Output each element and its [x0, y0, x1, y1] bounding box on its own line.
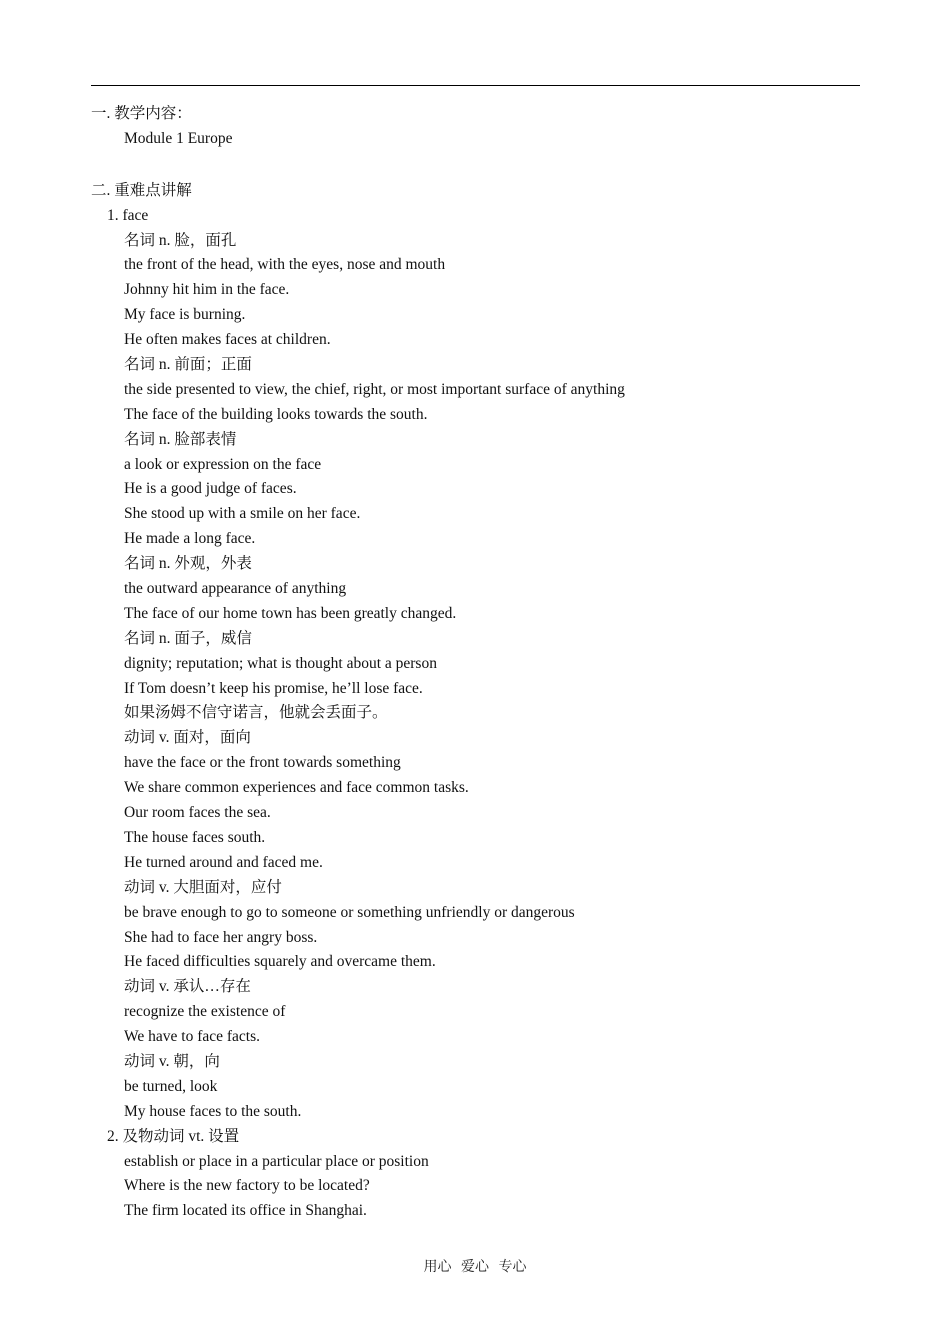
text-line: 动词 v. 承认…存在: [124, 978, 251, 996]
text-line: the outward appearance of anything: [124, 580, 347, 598]
item-face-lines: [0, 229, 950, 1125]
text-line: Johnny hit him in the face.: [124, 281, 290, 299]
page-footer: 用心 爱心 专心: [423, 1260, 527, 1275]
text-line: have the face or the front towards something: [124, 754, 401, 772]
text-line: 名词 n. 脸，面孔: [124, 231, 237, 249]
item-title-face: 1. face: [107, 206, 149, 224]
text-line: He made a long face.: [124, 530, 256, 548]
section-heading-teaching-content: 一. 教学内容：: [91, 105, 192, 122]
text-line: 动词 v. 朝，向: [124, 1052, 220, 1070]
text-line: She had to face her angry boss.: [124, 928, 318, 946]
text-line: He faced difficulties squarely and overcame them.: [124, 953, 436, 971]
text-line: The firm located its office in Shanghai.: [124, 1202, 367, 1220]
text-line: The house faces south.: [124, 828, 266, 846]
text-line: 如果汤姆不信守诺言，他就会丢面子。: [124, 704, 388, 722]
text-line: recognize the existence of: [124, 1003, 286, 1021]
text-line: 名词 n. 外观，外表: [124, 555, 252, 573]
text-line: We have to face facts.: [124, 1028, 261, 1046]
text-line: If Tom doesn’t keep his promise, he’ll lose face.: [124, 679, 423, 697]
text-line: dignity; reputation; what is thought about a person: [124, 654, 437, 672]
section-heading-key-points: 二. 重难点讲解: [91, 181, 192, 199]
text-line: 名词 n. 前面；正面: [124, 356, 252, 374]
text-line: a look or expression on the face: [124, 455, 322, 473]
item-title-locate: 2. 及物动词 vt. 设置: [107, 1127, 240, 1145]
text-line: My face is burning.: [124, 306, 246, 324]
text-line: He often makes faces at children.: [124, 331, 331, 349]
text-line: 名词 n. 面子，威信: [124, 629, 252, 647]
text-line: the side presented to view, the chief, right, or most important surface of anything: [124, 380, 625, 398]
text-line: Our room faces the sea.: [124, 804, 271, 822]
header-rule: [91, 85, 860, 86]
text-line: She stood up with a smile on her face.: [124, 505, 361, 523]
item-locate-lines: [0, 1150, 950, 1225]
text-line: be brave enough to go to someone or something unfriendly or dangerous: [124, 903, 575, 921]
text-line: 名词 n. 脸部表情: [124, 430, 237, 448]
text-line: We share common experiences and face common tasks.: [124, 779, 469, 797]
text-line: The face of the building looks towards the south.: [124, 405, 428, 423]
text-line: establish or place in a particular place or position: [124, 1152, 429, 1170]
document-body: [0, 102, 950, 1224]
text-line: He turned around and faced me.: [124, 853, 323, 871]
text-line: Where is the new factory to be located?: [124, 1177, 370, 1195]
text-line: 动词 v. 大胆面对，应付: [124, 878, 282, 896]
text-line: He is a good judge of faces.: [124, 480, 297, 498]
section-spacer: [0, 152, 950, 179]
text-line: the front of the head, with the eyes, nose and mouth: [124, 256, 446, 274]
module-title: Module 1 Europe: [124, 129, 233, 147]
text-line: be turned, look: [124, 1077, 218, 1095]
text-line: 动词 v. 面对，面向: [124, 729, 251, 747]
text-line: My house faces to the south.: [124, 1102, 302, 1120]
text-line: The face of our home town has been greatly changed.: [124, 604, 457, 622]
